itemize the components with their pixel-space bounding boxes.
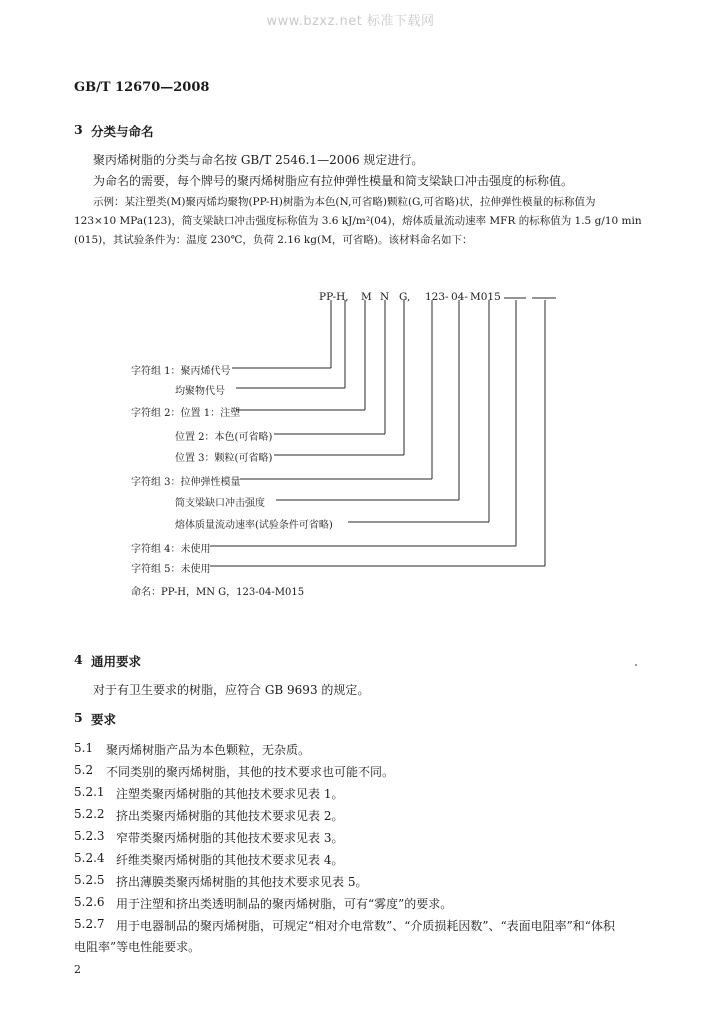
label-homopolymer: 均聚物代号 <box>175 386 225 397</box>
clause-5-2-1-number: 5.2.1 <box>74 785 105 799</box>
clause-5-2-4-number: 5.2.4 <box>74 851 105 865</box>
example-line-3: (015)，其试验条件为：温度 230℃，负荷 2.16 kg(M，可省略)。该材料命名如下： <box>74 234 473 246</box>
designation: 命名：PP-H，MN G，123-04-M015 <box>131 587 305 598</box>
section-3-paragraph-2: 为命名的需要，每个牌号的聚丙烯树脂应有拉伸弹性模量和简支梁缺口冲击强度的标称值。 <box>93 174 574 188</box>
section-3-number: 3 <box>74 122 83 137</box>
label-mfr: 熔体质量流动速率(试验条件可省略) <box>175 520 333 531</box>
section-4-title: 通用要求 <box>91 654 142 669</box>
clause-5-1-number: 5.1 <box>74 741 94 755</box>
label-group-3: 字符组 3：拉伸弹性模量 <box>131 477 241 488</box>
clause-5-2-3-text: 窄带类聚丙烯树脂的其他技术要求见表 3。 <box>116 831 344 845</box>
section-3-paragraph-1: 聚丙烯树脂的分类与命名按 GB/T 2546.1—2006 规定进行。 <box>93 153 424 167</box>
label-position-2: 位置 2：本色(可省略) <box>175 432 273 443</box>
clause-5-2-4-text: 纤维类聚丙烯树脂的其他技术要求见表 4。 <box>116 853 344 867</box>
code-part-m: M <box>361 291 372 303</box>
clause-5-2-5-text: 挤出薄膜类聚丙烯树脂的其他技术要求见表 5。 <box>116 875 368 889</box>
clause-5-2-text: 不同类别的聚丙烯树脂，其他的技术要求也可能不同。 <box>106 765 395 779</box>
code-part-pp-h: PP-H, <box>319 291 349 303</box>
example-line-2: 123×10 MPa(123)，简支梁缺口冲击强度标称值为 3.6 kJ/m²(04)，熔体质量流动速率 MFR 的标称值为 1.5 g/10 min <box>74 215 642 227</box>
clause-5-2-2-text: 挤出类聚丙烯树脂的其他技术要求见表 2。 <box>116 809 344 823</box>
page-number: 2 <box>74 963 81 976</box>
label-group-5: 字符组 5：未使用 <box>131 564 211 575</box>
clause-5-1-text: 聚丙烯树脂产品为本色颗粒，无杂质。 <box>106 743 311 757</box>
clause-5-2-5-number: 5.2.5 <box>74 873 105 887</box>
section-4-number: 4 <box>74 652 83 667</box>
clause-5-2-1-text: 注塑类聚丙烯树脂的其他技术要求见表 1。 <box>116 787 344 801</box>
section-5-number: 5 <box>74 710 83 725</box>
section-5-title: 要求 <box>91 712 117 727</box>
clause-5-2-number: 5.2 <box>74 763 94 777</box>
label-group-1: 字符组 1：聚丙烯代号 <box>131 366 231 377</box>
clause-5-2-7-text: 用于电器制品的聚丙烯树脂，可规定“相对介电常数”、“介质损耗因数”、“表面电阻率”和“体积 <box>116 919 615 933</box>
clause-5-2-2-number: 5.2.2 <box>74 807 105 821</box>
clause-5-2-7-continuation: 电阻率”等电性能要求。 <box>74 940 201 954</box>
scan-mark <box>635 664 637 666</box>
label-group-4: 字符组 4：未使用 <box>131 544 211 555</box>
code-part-123: 123- <box>425 291 449 303</box>
clause-5-2-7-number: 5.2.7 <box>74 917 105 931</box>
label-impact-strength: 简支梁缺口冲击强度 <box>175 498 265 509</box>
label-position-3: 位置 3：颗粒(可省略) <box>175 453 273 464</box>
clause-5-2-6-number: 5.2.6 <box>74 895 105 909</box>
example-line-1: 示例：某注塑类(M)聚丙烯均聚物(PP-H)树脂为本色(N,可省略)颗粒(G,可省略)状，拉伸弹性模量的标称值为 <box>93 196 596 208</box>
code-part-n: N <box>380 291 390 303</box>
clause-5-2-3-number: 5.2.3 <box>74 829 105 843</box>
section-3-title: 分类与命名 <box>91 124 154 139</box>
clause-5-2-6-text: 用于注塑和挤出类透明制品的聚丙烯树脂，可有“雾度”的要求。 <box>116 897 453 911</box>
code-part-m015: M015 <box>470 291 501 303</box>
document-number: GB/T 12670—2008 <box>74 80 210 95</box>
watermark: www.bzxz.net 标准下载网 <box>266 14 435 29</box>
code-part-04: 04- <box>451 291 468 303</box>
code-part-g: G, <box>399 291 411 303</box>
section-4-paragraph: 对于有卫生要求的树脂，应符合 GB 9693 的规定。 <box>93 683 370 697</box>
label-group-2-position-1: 字符组 2：位置 1：注塑 <box>131 408 241 419</box>
